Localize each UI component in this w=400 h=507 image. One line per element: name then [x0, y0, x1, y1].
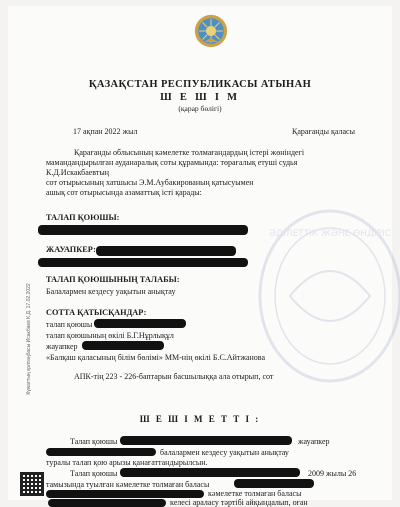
redaction-bar: [94, 319, 186, 328]
decision-line-6: 2009 жылы 26: [308, 469, 357, 478]
redaction-bar: [48, 499, 166, 507]
defendant-label: ЖАУАПКЕР:: [46, 245, 96, 254]
document-city: Қарағанды қаласы: [292, 127, 355, 136]
decision-line-5: Талап қоюшы: [70, 469, 118, 478]
document-title: ҚАЗАҚСТАН РЕСПУБЛИКАСЫ АТЫНАН: [88, 79, 312, 90]
redaction-bar: [120, 468, 300, 477]
decision-line-1: Талап қоюшы: [70, 437, 118, 446]
document-subtitle: Ш Е Ш І М: [160, 92, 240, 103]
redaction-bar: [82, 341, 164, 350]
claim-text: Балалармен кездесу уақытын анықтау: [46, 287, 176, 296]
intro-line-2: мамандандырылған ауданаралық соты құрамында: төрағалық етуші судья: [46, 158, 298, 167]
redaction-bar: [46, 448, 156, 456]
redaction-bar: [96, 246, 236, 256]
claim-label: ТАЛАП ҚОЮШЫНЫҢ ТАЛАБЫ:: [46, 275, 180, 284]
decision-line-9: келесі араласу тәртібі айқындалып, оған: [170, 498, 308, 507]
qr-code-icon: [20, 472, 44, 496]
intro-line-3: К.Д.Искакбаевтың: [46, 168, 110, 177]
decision-line-2: жауапкер: [298, 437, 330, 446]
redaction-bar: [46, 490, 204, 498]
participants-label: СОТТА ҚАТЫСҚАНДАР:: [46, 308, 147, 317]
intro-line-1: Қарағанды облысының кәмелетке толмағандардың істері жөніндегі: [74, 148, 305, 157]
participant-line-1: талап қоюшы: [46, 320, 93, 329]
redaction-bar: [120, 436, 292, 445]
watermark-text: ӘДІЛЕТТІК ЖӘНЕ ӨНДІРІС: [268, 229, 392, 239]
document-date: 17 ақпан 2022 жыл: [73, 127, 138, 136]
decision-heading: Ш Е Ш І М Е Т Т І :: [139, 414, 261, 424]
decision-line-3: балалармен кездесу уақытын анықтау: [160, 448, 289, 457]
redaction-bar: [38, 258, 248, 267]
redaction-bar: [234, 479, 314, 488]
decision-line-4: туралы талап қою арызы қанағаттандырылсын.: [46, 458, 208, 467]
state-emblem-icon: [194, 14, 228, 48]
intro-line-4: сот отырысының хатшысы Э.М.Аубакированың қатысуымен: [46, 178, 254, 187]
decision-line-8: кәмелетке толмаған баласы: [208, 489, 302, 498]
document-page: [8, 6, 392, 507]
redaction-bar: [38, 225, 248, 235]
intro-line-5: ашық сот отырысында азаматтық істі қарады:: [46, 188, 202, 197]
signature-side-note: Күжаттың қолтаңбасы Исакбаев К.Д. 17.02.2022: [26, 283, 32, 395]
participant-line-4: «Балқаш қаласының білім бөлімі» ММ-нің өкілі Б.С.Айтжанова: [46, 353, 266, 362]
document-subtitle-note: (қарар бөлігі): [178, 104, 222, 113]
participant-line-2: талап қоюшының өкілі Б.Г.Нұрлықұл: [46, 331, 174, 340]
watermark-seal-icon: [250, 206, 400, 386]
participant-line-3: жауапкер: [46, 342, 78, 351]
claimant-label: ТАЛАП ҚОЮШЫ:: [46, 213, 120, 222]
decision-line-7: тамызында туылған кәмелетке толмаған баласы: [46, 480, 210, 489]
apk-line: АПК-тің 223 - 226-баптарын басшылыққа ала отырып, сот: [74, 372, 274, 381]
